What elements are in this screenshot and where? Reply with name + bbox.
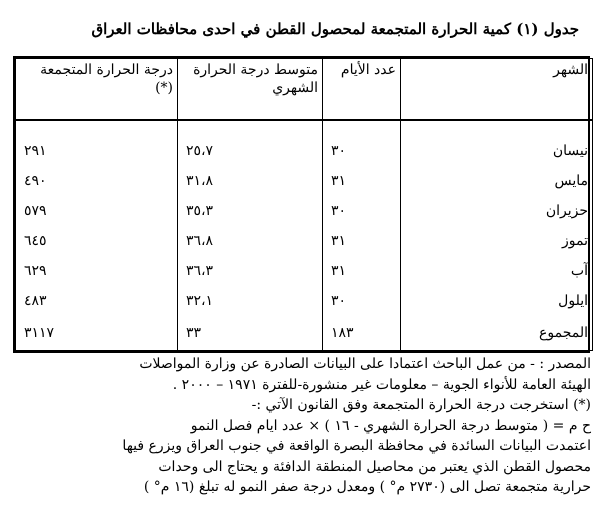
cell-accumulated: ٤٨٣ (16, 286, 178, 316)
cell-month: حزيران (401, 196, 593, 226)
explanation-line: حرارية متجمعة تصل الى (٢٧٣٠ م° ) ومعدل درجة صفر النمو له تبلغ (١٦ م° ) (143, 479, 591, 495)
cell-month: ايلول (401, 286, 593, 316)
table-header-row (16, 59, 593, 121)
cell-days: ٣١ (323, 226, 401, 256)
data-table (13, 56, 590, 353)
cell-accumulated: ٢٩١ (16, 136, 178, 166)
cell-month: نيسان (401, 136, 593, 166)
header-days: عدد الأيام (323, 59, 401, 121)
table-row (16, 256, 593, 286)
table-row (16, 226, 593, 256)
total-avg-temp: ٣٣ (178, 316, 323, 351)
cell-avg-temp: ٣١،٨ (178, 166, 323, 196)
table-divider (16, 120, 593, 136)
formula-intro: (*) استخرجت درجة الحرارة المتجمعة وفق القانون الآتي :- (251, 397, 591, 413)
cell-month: آب (401, 256, 593, 286)
header-month: الشهر (401, 59, 593, 121)
table-title: جدول (١) كمية الحرارة المتجمعة لمحصول القطن في احدى محافظات العراق (91, 20, 579, 38)
cell-month: مايس (401, 166, 593, 196)
total-label: المجموع (401, 316, 593, 351)
cell-avg-temp: ٣٥،٣ (178, 196, 323, 226)
table-row (16, 286, 593, 316)
header-accumulated: درجة الحرارة المتجمعة (*) (16, 59, 178, 121)
cell-days: ٣٠ (323, 196, 401, 226)
table-total-row (16, 316, 593, 351)
cell-avg-temp: ٣٢،١ (178, 286, 323, 316)
source-note: المصدر : - من عمل الباحث اعتمادا على البيانات الصادرة عن وزارة المواصلات (139, 356, 591, 372)
total-days: ١٨٣ (323, 316, 401, 351)
table-row (16, 136, 593, 166)
formula: ح م = ( متوسط درجة الحرارة الشهري - ١٦ ) × عدد ايام فصل النمو (190, 417, 591, 434)
cell-month: تموز (401, 226, 593, 256)
header-avg-temp: متوسط درجة الحرارة الشهري (178, 59, 323, 121)
source-note-continued: الهيئة العامة للأنواء الجوية – معلومات غير منشورة-للفترة ١٩٧١ – ٢٠٠٠ . (172, 376, 591, 393)
cell-accumulated: ٥٧٩ (16, 196, 178, 226)
total-accumulated: ٣١١٧ (16, 316, 178, 351)
cell-accumulated: ٤٩٠ (16, 166, 178, 196)
cell-avg-temp: ٣٦،٣ (178, 256, 323, 286)
cell-avg-temp: ٢٥،٧ (178, 136, 323, 166)
explanation-line: محصول القطن الذي يعتبر من محاصيل المنطقة الدافئة و يحتاج الى وحدات (158, 458, 591, 475)
cell-days: ٣٠ (323, 136, 401, 166)
cell-days: ٣٠ (323, 286, 401, 316)
cell-accumulated: ٦٤٥ (16, 226, 178, 256)
cell-avg-temp: ٣٦،٨ (178, 226, 323, 256)
notes-block (14, 354, 591, 498)
table-row (16, 196, 593, 226)
table-row (16, 166, 593, 196)
cell-days: ٣١ (323, 166, 401, 196)
cell-days: ٣١ (323, 256, 401, 286)
explanation-line: اعتمدت البيانات السائدة في محافظة البصرة الواقعة في جنوب العراق ويزرع فيها (122, 438, 591, 454)
cell-accumulated: ٦٢٩ (16, 256, 178, 286)
